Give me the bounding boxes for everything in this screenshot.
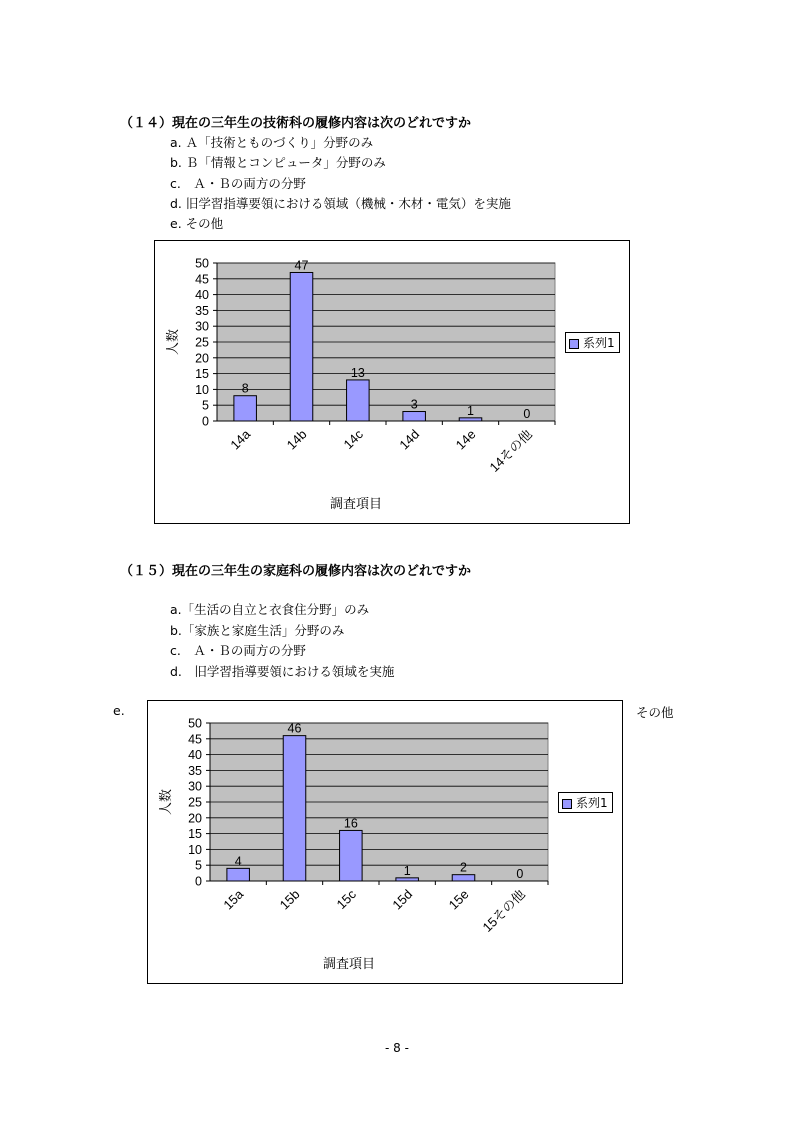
data-label-14d: 3 <box>410 397 418 412</box>
y-tick-label: 25 <box>188 795 202 810</box>
y-tick-label: 20 <box>188 811 202 826</box>
data-label-15c: 16 <box>343 816 358 831</box>
bar-15e <box>452 875 475 881</box>
x-tick-label-14c: 14c <box>340 426 366 452</box>
y-tick-label: 20 <box>195 351 209 366</box>
q14-option-a: a. Ａ「技術とものづくり」分野のみ <box>170 135 374 150</box>
x-tick-label-15c: 15c <box>333 886 359 912</box>
x-tick-label-15a: 15a <box>220 886 247 913</box>
data-label-15e: 2 <box>460 860 467 875</box>
q14-option-d: d. 旧学習指導要領における領域（機械・木材・電気）を実施 <box>170 196 511 211</box>
q15-option-e-text: その他 <box>636 705 674 720</box>
bar-15a <box>227 868 250 881</box>
y-tick-label: 30 <box>188 779 202 794</box>
y-tick-label: 45 <box>195 272 209 287</box>
q14-option-c: c. Ａ・Ｂの両方の分野 <box>170 176 306 191</box>
y-axis-title: 人数 <box>165 328 180 356</box>
y-tick-label: 35 <box>195 303 209 318</box>
x-tick-label-14d: 14d <box>396 426 423 453</box>
bar-14d <box>403 412 426 421</box>
y-tick-label: 40 <box>195 288 209 303</box>
x-tick-label-15その他: 15その他 <box>479 886 528 935</box>
x-axis-title: 調査項目 <box>322 956 376 971</box>
data-label-14b: 47 <box>294 258 309 273</box>
bar-14c <box>347 380 370 421</box>
data-label-15その他: 0 <box>516 867 524 881</box>
y-tick-label: 40 <box>188 748 202 763</box>
data-label-15d: 1 <box>403 863 411 878</box>
x-tick-label-14e: 14e <box>452 426 479 453</box>
bar-14b <box>290 272 313 421</box>
y-tick-label: 45 <box>188 732 202 747</box>
data-label-15a: 4 <box>234 854 242 869</box>
chart-15-frame <box>147 700 623 984</box>
q15-option-c: c. Ａ・Ｂの両方の分野 <box>170 643 306 658</box>
q15-option-a: a.「生活の自立と衣食住分野」のみ <box>170 602 370 617</box>
y-tick-label: 0 <box>195 874 202 889</box>
y-tick-label: 25 <box>195 335 209 350</box>
data-label-14その他: 0 <box>523 407 531 421</box>
x-axis-title: 調査項目 <box>329 496 383 511</box>
chart-14-legend <box>565 332 620 353</box>
data-label-14a: 8 <box>241 381 249 396</box>
bar-15d <box>396 878 419 881</box>
y-tick-label: 15 <box>195 367 209 382</box>
chart-14-legend-label: 系列1 <box>583 336 615 350</box>
bar-14a <box>234 396 257 421</box>
legend-swatch-icon <box>562 799 572 809</box>
y-tick-label: 50 <box>195 256 209 271</box>
x-tick-label-15d: 15d <box>389 886 416 913</box>
y-tick-label: 10 <box>195 382 209 397</box>
x-tick-label-14b: 14b <box>283 426 310 453</box>
bar-14e <box>459 418 482 421</box>
q15-option-b: b.「家族と家庭生活」分野のみ <box>170 623 345 638</box>
y-tick-label: 15 <box>188 827 202 842</box>
bar-15b <box>283 736 306 881</box>
q15-option-d: d. 旧学習指導要領における領域を実施 <box>170 664 395 679</box>
y-tick-label: 5 <box>202 398 209 413</box>
page-number: - 8 - <box>385 1041 409 1055</box>
x-tick-label-15b: 15b <box>276 886 303 913</box>
y-axis-title: 人数 <box>158 788 173 816</box>
chart-15-legend-label: 系列1 <box>576 796 608 810</box>
y-tick-label: 35 <box>188 763 202 778</box>
q14-option-b: b. Ｂ「情報とコンピュータ」分野のみ <box>170 155 386 170</box>
chart-14 <box>155 241 629 523</box>
y-tick-label: 30 <box>195 319 209 334</box>
data-label-14c: 13 <box>350 365 365 380</box>
data-label-15b: 46 <box>287 721 302 736</box>
data-label-14e: 1 <box>467 403 474 418</box>
bar-15c <box>340 830 363 881</box>
q15-option-e-letter: e. <box>113 703 125 718</box>
x-tick-label-15e: 15e <box>445 886 472 913</box>
chart-15 <box>148 701 622 983</box>
legend-swatch-icon <box>569 339 579 349</box>
y-tick-label: 0 <box>202 414 209 429</box>
x-tick-label-14その他: 14その他 <box>486 426 535 475</box>
chart-14-frame <box>154 240 630 524</box>
q14-option-e: e. その他 <box>170 216 224 231</box>
chart-15-legend <box>558 792 613 813</box>
y-tick-label: 5 <box>195 858 202 873</box>
x-tick-label-14a: 14a <box>227 426 254 453</box>
question-14-title: （１４）現在の三年生の技術科の履修内容は次のどれですか <box>120 116 472 131</box>
question-15-title: （１５）現在の三年生の家庭科の履修内容は次のどれですか <box>120 564 472 579</box>
y-tick-label: 50 <box>188 716 202 731</box>
y-tick-label: 10 <box>188 842 202 857</box>
